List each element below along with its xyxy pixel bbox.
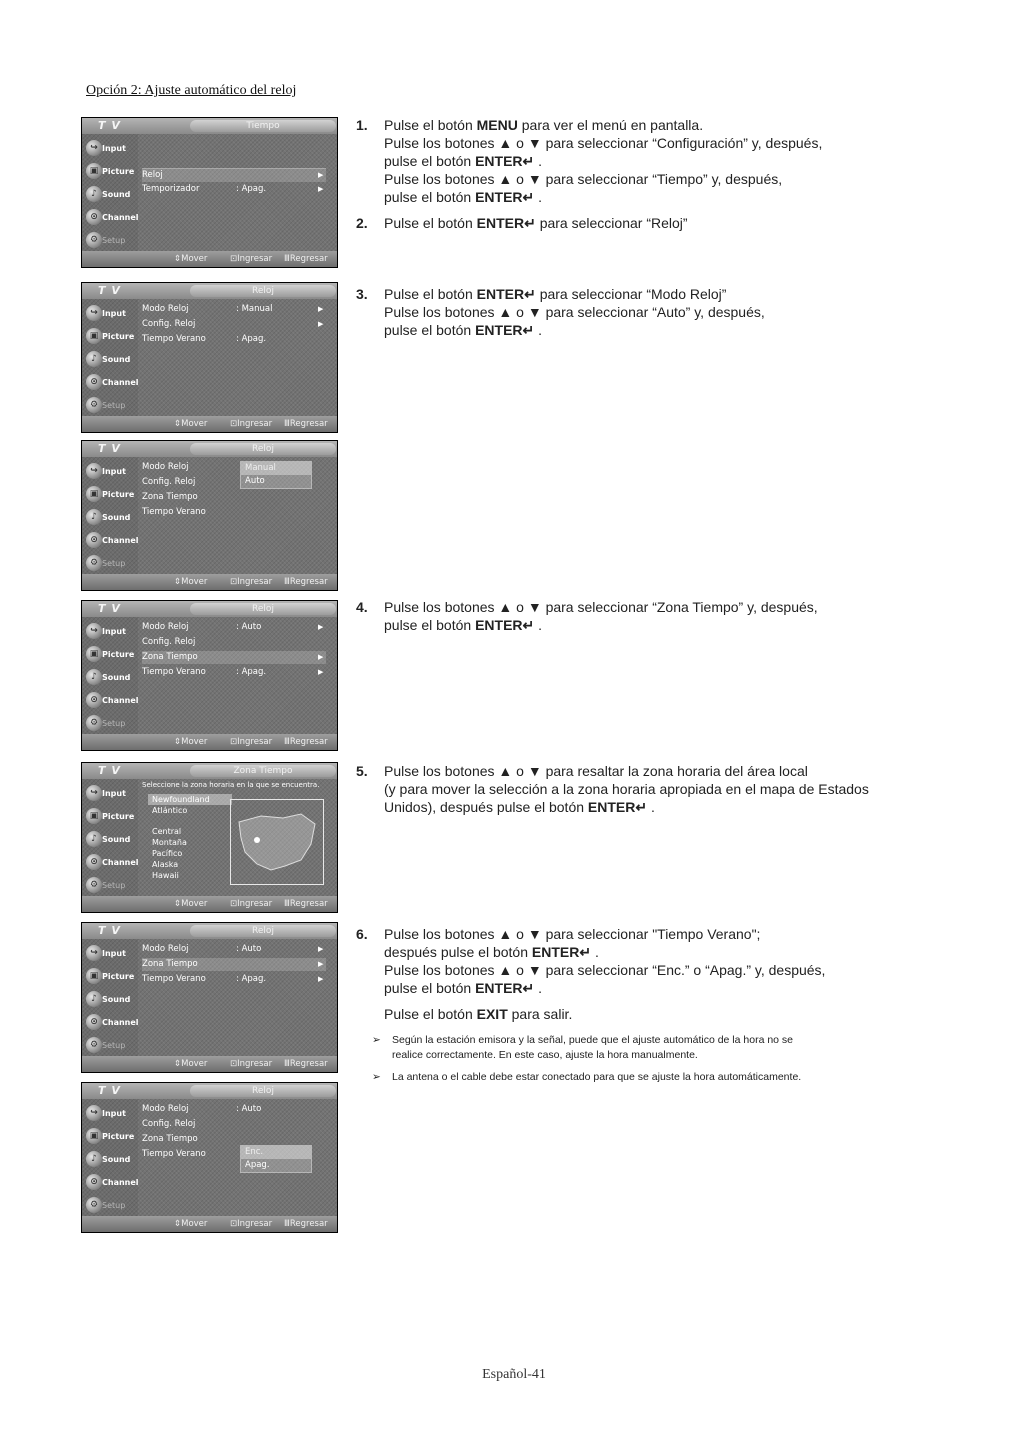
channel-icon: ⊙: [86, 692, 102, 708]
osd-timezone-option: Montaña: [152, 838, 187, 847]
osd-sidebar-label: Input: [102, 949, 126, 958]
osd-enter-hint: ⊡Ingresar: [230, 254, 273, 264]
arrow-note-icon: ➢: [372, 1034, 381, 1046]
step-text: Pulse los botones ▲ o ▼ para seleccionar “Zona Tiempo” y, después, pulse el botón ENTER↵ .: [384, 599, 818, 633]
osd-row-label: Modo Reloj: [142, 462, 189, 472]
osd-tv-label: T V: [98, 764, 121, 777]
osd-timezone-option: Newfoundland: [148, 794, 232, 805]
osd-sidebar-item-channel: [86, 852, 138, 872]
osd-row-label: Modo Reloj: [142, 304, 189, 314]
osd-dropdown: [240, 461, 312, 489]
osd-row-label: Reloj: [142, 170, 163, 180]
picture-icon: ▣: [86, 1128, 102, 1144]
tv-osd-screen: [81, 922, 338, 1073]
osd-sidebar-label: Setup: [102, 1201, 126, 1210]
tv-osd-screen: [81, 600, 338, 751]
input-icon: ↪: [86, 305, 102, 321]
osd-sidebar-label: Channel: [102, 213, 139, 222]
picture-icon: ▣: [86, 486, 102, 502]
osd-dropdown: [240, 1145, 312, 1173]
osd-row-label: Tiempo Verano: [142, 667, 206, 677]
osd-bottom-bar: [82, 251, 337, 267]
osd-sidebar: [82, 134, 138, 252]
osd-sidebar-label: Sound: [102, 513, 131, 522]
input-icon: ↪: [86, 945, 102, 961]
osd-menu-row: [142, 666, 326, 679]
osd-title-bar: [82, 1083, 337, 1099]
picture-icon: ▣: [86, 968, 102, 984]
osd-sidebar-label: Setup: [102, 719, 126, 728]
sound-icon: ♪: [86, 1151, 102, 1167]
osd-row-label: Config. Reloj: [142, 1119, 196, 1129]
osd-sidebar-item-input: [86, 783, 138, 803]
osd-timezone-option: Hawaii: [152, 871, 179, 880]
osd-move-hint: ⇕Mover: [174, 577, 208, 587]
step-text: Pulse los botones ▲ o ▼ para seleccionar "Tiempo Verano"; después pulse el botón ENTER↵ . Pulse los botones ▲ o ▼ para seleccionar “Enc.” o “Apag.” y, después, pulse el botón ENTER↵ .: [384, 926, 826, 996]
osd-sidebar-item-picture: [86, 326, 138, 346]
tv-osd-screen: [81, 762, 338, 913]
osd-sidebar-item-input: [86, 621, 138, 641]
osd-return-hint: ⅢRegresar: [284, 899, 328, 909]
picture-icon: ▣: [86, 808, 102, 824]
step-number: 3.: [356, 286, 368, 302]
channel-icon: ⊙: [86, 374, 102, 390]
osd-menu-title: Reloj: [190, 443, 336, 455]
osd-menu-title: Reloj: [190, 925, 336, 937]
arrow-right-icon: ▶: [318, 945, 324, 953]
sound-icon: ♪: [86, 509, 102, 525]
osd-enter-hint: ⊡Ingresar: [230, 1219, 273, 1229]
channel-icon: ⊙: [86, 854, 102, 870]
osd-sidebar-label: Input: [102, 309, 126, 318]
osd-sidebar-item-input: [86, 461, 138, 481]
osd-sidebar-label: Setup: [102, 401, 126, 410]
osd-row-label: Zona Tiempo: [142, 959, 198, 969]
osd-sidebar-label: Picture: [102, 490, 135, 499]
osd-row-value: : Apag.: [236, 334, 267, 344]
osd-row-label: Config. Reloj: [142, 477, 196, 487]
step-number: 2.: [356, 215, 368, 231]
setup-icon: ⚙: [86, 555, 102, 571]
input-icon: ↪: [86, 623, 102, 639]
osd-sidebar-item-picture: [86, 806, 138, 826]
step-number: 5.: [356, 763, 368, 779]
osd-sidebar-label: Channel: [102, 378, 139, 387]
osd-row-label: Tiempo Verano: [142, 507, 206, 517]
osd-title-bar: [82, 283, 337, 299]
osd-sidebar-label: Channel: [102, 1178, 139, 1187]
osd-menu-row: [142, 651, 326, 664]
osd-sidebar-label: Setup: [102, 236, 126, 245]
osd-sidebar-item-sound: [86, 507, 138, 527]
note-text: La antena o el cable debe estar conectado para que se ajuste la hora automáticamente.: [392, 1071, 802, 1083]
osd-sidebar-label: Sound: [102, 190, 131, 199]
osd-panel: [138, 939, 338, 1057]
channel-icon: ⊙: [86, 532, 102, 548]
osd-sidebar-item-channel: [86, 690, 138, 710]
tv-osd-screen: [81, 117, 338, 268]
osd-sidebar-label: Setup: [102, 1041, 126, 1050]
osd-bottom-bar: [82, 1216, 337, 1232]
osd-tv-label: T V: [98, 119, 121, 132]
osd-us-map: [230, 799, 324, 885]
osd-sidebar-label: Sound: [102, 673, 131, 682]
osd-sidebar-label: Input: [102, 144, 126, 153]
step-text: Pulse el botón MENU para ver el menú en pantalla. Pulse los botones ▲ o ▼ para seleccionar “Configuración” y, después, pulse el botón ENTER↵ . Pulse los botones ▲ o ▼ para seleccionar “Tiempo” y, después, pulse el botón ENTER↵ .: [384, 117, 823, 205]
osd-sidebar-label: Picture: [102, 812, 135, 821]
osd-sidebar: [82, 299, 138, 417]
osd-sidebar-item-channel: [86, 207, 138, 227]
osd-row-value: : Auto: [236, 622, 262, 632]
osd-row-label: Zona Tiempo: [142, 1134, 198, 1144]
osd-sidebar-label: Picture: [102, 167, 135, 176]
osd-row-label: Zona Tiempo: [142, 652, 198, 662]
osd-return-hint: ⅢRegresar: [284, 577, 328, 587]
osd-row-value: : Apag.: [236, 974, 267, 984]
osd-timezone-gap: [148, 816, 232, 826]
osd-bottom-bar: [82, 574, 337, 590]
sound-icon: ♪: [86, 669, 102, 685]
osd-sidebar-label: Picture: [102, 650, 135, 659]
osd-dropdown-option: Apag.: [245, 1160, 270, 1170]
osd-row-label: Temporizador: [142, 184, 200, 194]
osd-row-label: Tiempo Verano: [142, 1149, 206, 1159]
osd-timezone-banner: Seleccione la zona horaria en la que se encuentra.: [142, 781, 320, 789]
section-heading: Opción 2: Ajuste automático del reloj: [86, 83, 297, 98]
osd-menu-row: [142, 636, 326, 649]
osd-bottom-bar: [82, 896, 337, 912]
note-text: Según la estación emisora y la señal, puede que el ajuste automático de la hora no se realice correctamente. En este caso, ajuste la hora manualmente.: [392, 1034, 794, 1061]
osd-menu-title: Reloj: [190, 1085, 336, 1097]
setup-icon: ⚙: [86, 715, 102, 731]
osd-title-bar: [82, 923, 337, 939]
osd-sidebar-label: Channel: [102, 696, 139, 705]
arrow-right-icon: ▶: [318, 668, 324, 676]
osd-sidebar: [82, 457, 138, 575]
picture-icon: ▣: [86, 328, 102, 344]
arrow-right-icon: ▶: [318, 171, 324, 179]
osd-sidebar: [82, 779, 138, 897]
step-text: Pulse los botones ▲ o ▼ para resaltar la zona horaria del área local (y para mover la selección a la zona horaria apropiada en el mapa de Estados Unidos), después pulse el botón ENTER↵ .: [384, 763, 869, 815]
osd-sidebar-label: Picture: [102, 332, 135, 341]
osd-menu-row: [142, 958, 326, 971]
osd-sidebar-item-sound: [86, 349, 138, 369]
osd-sidebar-label: Picture: [102, 1132, 135, 1141]
osd-sidebar-label: Sound: [102, 1155, 131, 1164]
osd-bottom-bar: [82, 416, 337, 432]
osd-sidebar-label: Setup: [102, 559, 126, 568]
osd-sidebar-label: Sound: [102, 995, 131, 1004]
osd-row-value: : Apag.: [236, 184, 267, 194]
osd-menu-row: [142, 491, 326, 504]
input-icon: ↪: [86, 785, 102, 801]
arrow-right-icon: ▶: [318, 653, 324, 661]
osd-sidebar-item-setup: [86, 1035, 138, 1055]
osd-sidebar-label: Picture: [102, 972, 135, 981]
osd-menu-row: [142, 943, 326, 956]
osd-menu-row: [142, 1118, 326, 1131]
osd-sidebar-label: Channel: [102, 858, 139, 867]
osd-move-hint: ⇕Mover: [174, 254, 208, 264]
osd-sidebar-label: Input: [102, 627, 126, 636]
osd-return-hint: ⅢRegresar: [284, 419, 328, 429]
osd-timezone-option: Alaska: [152, 860, 179, 869]
input-icon: ↪: [86, 1105, 102, 1121]
step-number: 6.: [356, 926, 368, 942]
osd-sidebar-item-picture: [86, 484, 138, 504]
osd-enter-hint: ⊡Ingresar: [230, 577, 273, 587]
osd-sidebar-item-picture: [86, 644, 138, 664]
osd-menu-row: [142, 506, 326, 519]
osd-sidebar-item-input: [86, 138, 138, 158]
sound-icon: ♪: [86, 831, 102, 847]
osd-menu-row: [142, 183, 326, 196]
osd-menu-title: Reloj: [190, 285, 336, 297]
picture-icon: ▣: [86, 646, 102, 662]
osd-sidebar: [82, 939, 138, 1057]
sound-icon: ♪: [86, 351, 102, 367]
arrow-right-icon: ▶: [318, 975, 324, 983]
osd-timezone-option: Atlántico: [152, 806, 188, 815]
osd-bottom-bar: [82, 734, 337, 750]
tv-osd-screen: [81, 282, 338, 433]
osd-move-hint: ⇕Mover: [174, 737, 208, 747]
osd-sidebar-item-channel: [86, 1172, 138, 1192]
osd-sidebar-item-picture: [86, 161, 138, 181]
osd-sidebar-item-input: [86, 943, 138, 963]
osd-timezone-option: Central: [152, 827, 182, 836]
setup-icon: ⚙: [86, 1197, 102, 1213]
osd-sidebar-label: Sound: [102, 835, 131, 844]
osd-menu-title: Reloj: [190, 603, 336, 615]
step-text: Pulse el botón ENTER↵ para seleccionar “Modo Reloj” Pulse los botones ▲ o ▼ para seleccionar “Auto” y, después, pulse el botón ENTER↵ .: [384, 286, 765, 338]
osd-tv-label: T V: [98, 1084, 121, 1097]
osd-sidebar-item-channel: [86, 372, 138, 392]
channel-icon: ⊙: [86, 1174, 102, 1190]
osd-row-label: Config. Reloj: [142, 637, 196, 647]
osd-panel: [138, 299, 338, 417]
setup-icon: ⚙: [86, 877, 102, 893]
osd-sidebar-item-sound: [86, 184, 138, 204]
osd-sidebar-item-setup: [86, 553, 138, 573]
osd-sidebar-item-sound: [86, 1149, 138, 1169]
exit-instruction: Pulse el botón EXIT para salir.: [384, 1006, 573, 1022]
osd-sidebar-item-sound: [86, 989, 138, 1009]
osd-move-hint: ⇕Mover: [174, 899, 208, 909]
osd-sidebar-label: Input: [102, 467, 126, 476]
arrow-right-icon: ▶: [318, 305, 324, 313]
osd-move-hint: ⇕Mover: [174, 419, 208, 429]
osd-menu-row: [142, 333, 326, 346]
page-footer: Español-41: [482, 1367, 546, 1382]
osd-menu-row: [142, 621, 326, 634]
arrow-right-icon: ▶: [318, 960, 324, 968]
osd-sidebar: [82, 617, 138, 735]
osd-sidebar-item-setup: [86, 395, 138, 415]
osd-title-bar: [82, 763, 337, 779]
osd-enter-hint: ⊡Ingresar: [230, 1059, 273, 1069]
osd-enter-hint: ⊡Ingresar: [230, 419, 273, 429]
osd-sidebar-item-setup: [86, 230, 138, 250]
osd-enter-hint: ⊡Ingresar: [230, 899, 273, 909]
osd-sidebar-item-sound: [86, 667, 138, 687]
osd-menu-title: Tiempo: [190, 120, 336, 132]
setup-icon: ⚙: [86, 232, 102, 248]
osd-sidebar-label: Channel: [102, 1018, 139, 1027]
osd-sidebar-item-channel: [86, 1012, 138, 1032]
osd-sidebar-item-setup: [86, 1195, 138, 1215]
osd-sidebar-item-sound: [86, 829, 138, 849]
osd-sidebar-label: Channel: [102, 536, 139, 545]
osd-menu-row: [142, 318, 326, 331]
osd-sidebar-item-picture: [86, 966, 138, 986]
osd-menu-row: [142, 973, 326, 986]
osd-row-label: Modo Reloj: [142, 622, 189, 632]
osd-sidebar-item-input: [86, 303, 138, 323]
osd-return-hint: ⅢRegresar: [284, 1219, 328, 1229]
osd-menu-row: [142, 168, 326, 182]
setup-icon: ⚙: [86, 397, 102, 413]
osd-return-hint: ⅢRegresar: [284, 737, 328, 747]
osd-sidebar: [82, 1099, 138, 1217]
arrow-note-icon: ➢: [372, 1071, 381, 1083]
input-icon: ↪: [86, 140, 102, 156]
osd-row-label: Modo Reloj: [142, 1104, 189, 1114]
osd-sidebar-label: Input: [102, 1109, 126, 1118]
osd-bottom-bar: [82, 1056, 337, 1072]
osd-move-hint: ⇕Mover: [174, 1219, 208, 1229]
input-icon: ↪: [86, 463, 102, 479]
osd-move-hint: ⇕Mover: [174, 1059, 208, 1069]
channel-icon: ⊙: [86, 209, 102, 225]
tv-osd-screen: [81, 440, 338, 591]
osd-tv-label: T V: [98, 602, 121, 615]
osd-sidebar-label: Sound: [102, 355, 131, 364]
osd-row-value: : Auto: [236, 1104, 262, 1114]
osd-return-hint: ⅢRegresar: [284, 1059, 328, 1069]
osd-sidebar-item-picture: [86, 1126, 138, 1146]
osd-menu-row: [142, 303, 326, 316]
sound-icon: ♪: [86, 186, 102, 202]
osd-row-value: : Apag.: [236, 667, 267, 677]
osd-row-label: Modo Reloj: [142, 944, 189, 954]
arrow-right-icon: ▶: [318, 320, 324, 328]
osd-row-label: Zona Tiempo: [142, 492, 198, 502]
arrow-right-icon: ▶: [318, 623, 324, 631]
osd-sidebar-item-channel: [86, 530, 138, 550]
osd-dropdown-option: Manual: [241, 462, 311, 475]
step-number: 4.: [356, 599, 368, 615]
osd-timezone-option: Pacífico: [152, 849, 183, 858]
osd-sidebar-label: Setup: [102, 881, 126, 890]
osd-row-label: Tiempo Verano: [142, 334, 206, 344]
osd-enter-hint: ⊡Ingresar: [230, 737, 273, 747]
osd-title-bar: [82, 118, 337, 134]
setup-icon: ⚙: [86, 1037, 102, 1053]
arrow-right-icon: ▶: [318, 185, 324, 193]
step-text: Pulse el botón ENTER↵ para seleccionar “Reloj”: [384, 215, 688, 231]
sound-icon: ♪: [86, 991, 102, 1007]
osd-dropdown-option: Enc.: [241, 1146, 311, 1159]
osd-row-value: : Auto: [236, 944, 262, 954]
osd-title-bar: [82, 601, 337, 617]
osd-title-bar: [82, 441, 337, 457]
osd-row-label: Config. Reloj: [142, 319, 196, 329]
osd-sidebar-item-setup: [86, 713, 138, 733]
tv-osd-screen: [81, 1082, 338, 1233]
osd-menu-title: Zona Tiempo: [190, 765, 336, 777]
step-number: 1.: [356, 117, 368, 133]
osd-sidebar-label: Input: [102, 789, 126, 798]
osd-row-value: : Manual: [236, 304, 273, 314]
osd-return-hint: ⅢRegresar: [284, 254, 328, 264]
osd-tv-label: T V: [98, 284, 121, 297]
osd-tv-label: T V: [98, 924, 121, 937]
osd-menu-row: [142, 1103, 326, 1116]
osd-sidebar-item-input: [86, 1103, 138, 1123]
osd-row-label: Tiempo Verano: [142, 974, 206, 984]
osd-dropdown-option: Auto: [245, 476, 265, 486]
osd-timezone-list: [148, 794, 232, 881]
osd-tv-label: T V: [98, 442, 121, 455]
picture-icon: ▣: [86, 163, 102, 179]
osd-sidebar-item-setup: [86, 875, 138, 895]
channel-icon: ⊙: [86, 1014, 102, 1030]
